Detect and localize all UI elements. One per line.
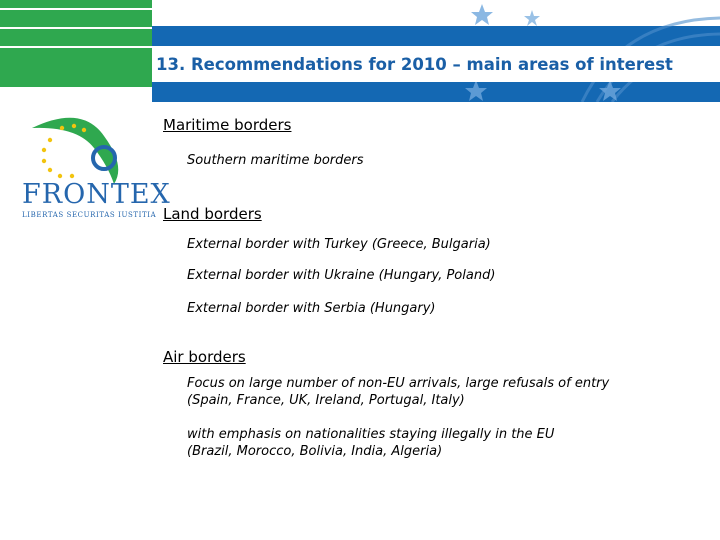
header-green-stripe [0, 0, 152, 8]
list-item: with emphasis on nationalities staying illegally in the EU [187, 427, 555, 442]
logo-motto: LIBERTAS SECURITAS IUSTITIA [22, 211, 157, 219]
slide-title: 13. Recommendations for 2010 – main areas of interest [156, 54, 673, 74]
logo-wordmark: FRONTEX [22, 179, 171, 210]
slide-title-bar [152, 46, 720, 82]
list-item: External border with Turkey (Greece, Bulgaria) [187, 237, 491, 252]
list-item: (Spain, France, UK, Ireland, Portugal, Italy) [187, 393, 465, 408]
star-icon [471, 4, 493, 25]
section-title-air: Air borders [163, 348, 246, 366]
list-item: External border with Ukraine (Hungary, Poland) [187, 268, 496, 283]
list-item: Southern maritime borders [187, 153, 364, 168]
header-green-stripe [0, 29, 152, 46]
header-green-stripe [0, 10, 152, 27]
star-icon [524, 10, 540, 26]
section-title-land: Land borders [163, 205, 262, 223]
list-item: Focus on large number of non-EU arrivals, large refusals of entry [187, 376, 610, 391]
header-green-stripe [0, 48, 152, 87]
list-item: External border with Serbia (Hungary) [187, 301, 436, 316]
list-item: (Brazil, Morocco, Bolivia, India, Algeria) [187, 444, 443, 459]
section-title-maritime: Maritime borders [163, 116, 292, 134]
